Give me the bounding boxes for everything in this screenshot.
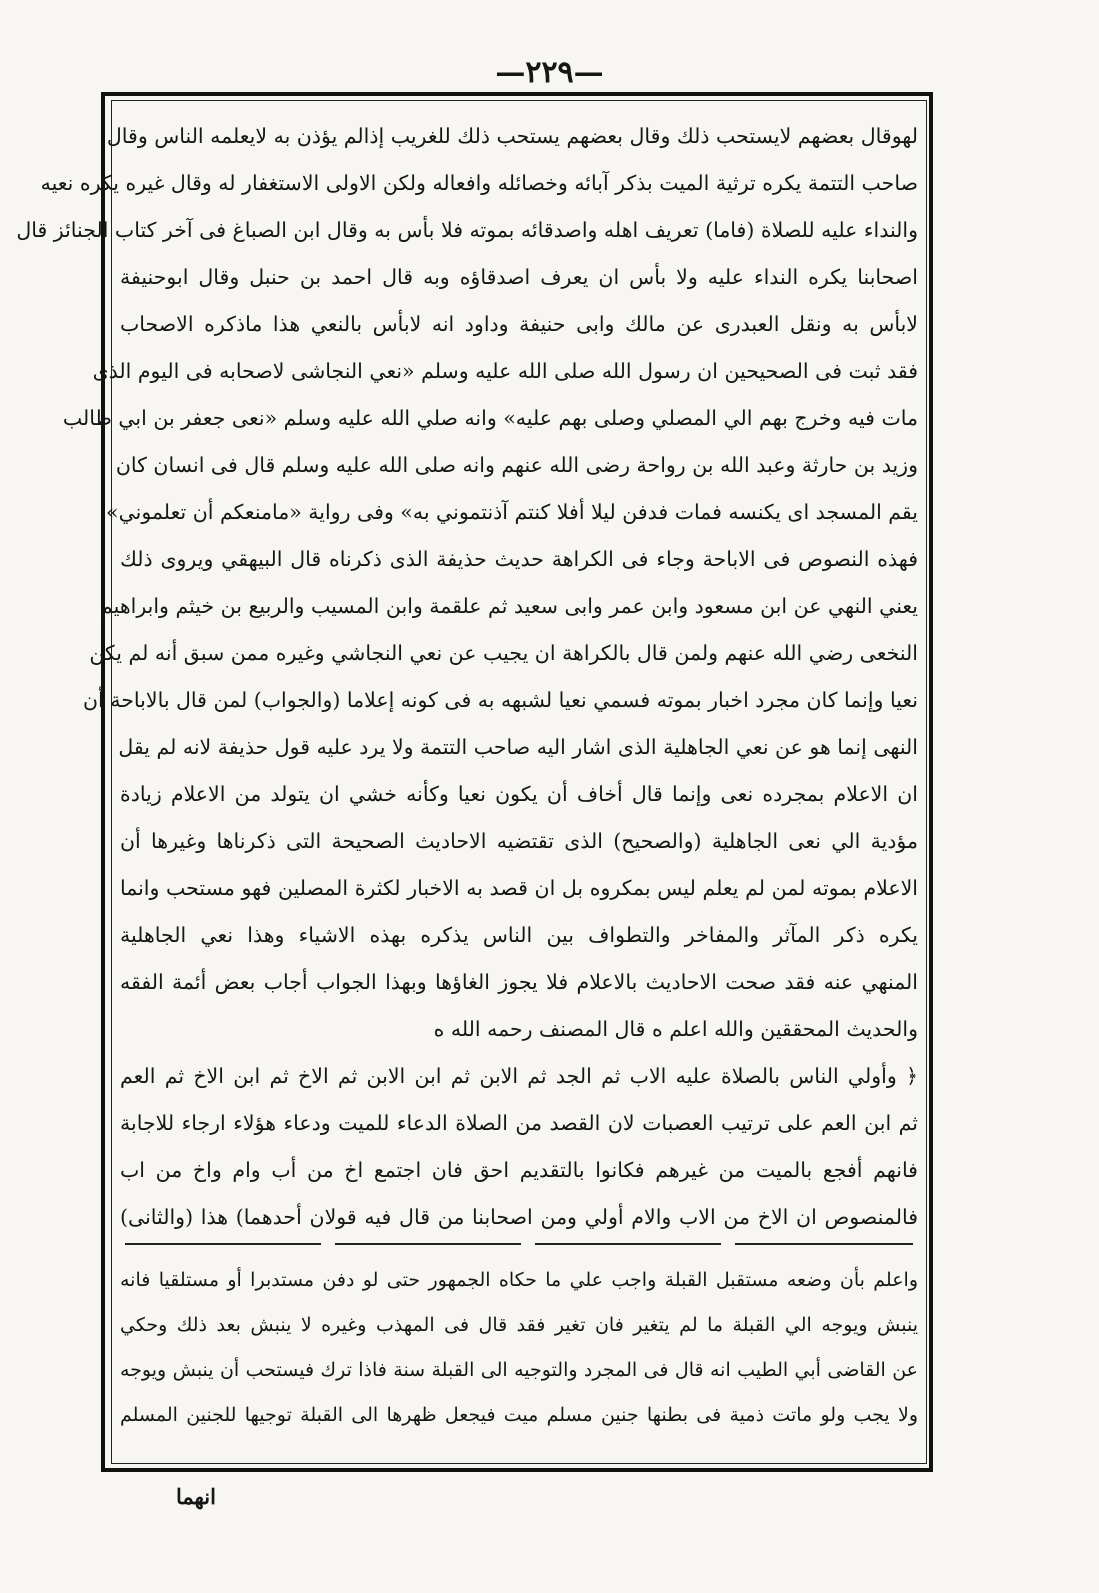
text-line: فانهم أفجع بالميت من غيرهم فكانوا بالتقديم احق فان اجتمع اخ من أب وام واخ من اب	[120, 1158, 918, 1182]
text-line: اصحابنا يكره النداء عليه ولا بأس ان يعرف اصدقاؤه وبه قال احمد بن حنبل وقال ابوحنيفة	[120, 265, 918, 289]
main-text	[16, 113, 919, 1241]
text-line: ثم ابن العم على ترتيب العصبات لان القصد من الصلاة الدعاء للميت ودعاء هؤلاء ارجاء للاجابة	[120, 1111, 918, 1135]
footnotes	[120, 1258, 918, 1438]
text-line: ان الاعلام بمجرده نعى وإنما قال أخاف أن يكون نعيا وكأنه خشي ان يتولد من الاعلام زيادة	[120, 782, 918, 806]
footnote-divider	[125, 1243, 913, 1245]
text-line: فقد ثبت فى الصحيحين ان رسول الله صلى الله عليه وسلم «نعي النجاشى لاصحابه فى اليوم الذى	[92, 359, 918, 383]
footnote-line: ولا يجب ولو ماتت ذمية فى بطنها جنين مسلم ميت فيجعل ظهرها الى القبلة توجيها للجنين المسلم	[120, 1404, 918, 1426]
page-number: —٢٢٩—	[495, 55, 604, 90]
footnote-line: واعلم بأن وضعه مستقبل القبلة واجب علي ما حكاه الجمهور حتى لو دفن مستدبرا أو مستلقيا فانه	[120, 1269, 918, 1291]
footnote-line: عن القاضى أبي الطيب انه قال فى المجرد والتوجيه الى القبلة سنة فاذا ترك فيستحب أن ينبش ويوجه	[120, 1359, 918, 1381]
text-line: ﴿ وأولي الناس بالصلاة عليه الاب ثم الجد ثم الابن ثم ابن الابن ثم الاخ ثم ابن الاخ ثم العم	[120, 1064, 918, 1088]
text-line: مات فيه وخرج بهم الي المصلي وصلى بهم عليه» وانه صلي الله عليه وسلم «نعى جعفر بن ابي طالب	[62, 406, 918, 430]
divider-gap	[721, 1242, 735, 1246]
text-line: صاحب التتمة يكره ترثية الميت بذكر آبائه وخصائله وافعاله ولكن الاولى الاستغفار له وقال غيره يكره نعيه	[40, 171, 918, 195]
text-line: الاعلام بموته لمن لم يعلم ليس بمكروه بل ان قصد به الاخبار لكثرة المصلين فهو مستحب وانما	[120, 876, 918, 900]
text-line: والحديث المحققين والله اعلم ه قال المصنف رحمه الله ه	[433, 1017, 918, 1041]
text-line: يعني النهي عن ابن مسعود وابن عمر وابى سعيد ثم علقمة وابن المسيب والربيع بن خيثم وابراهيم	[100, 594, 918, 618]
text-line: مؤدية الي نعى الجاهلية (والصحيح) الذى تقتضيه الاحاديث الصحيحة التى ذكرناها وغيرها أن	[120, 829, 918, 853]
text-line: فهذه النصوص فى الاباحة وجاء فى الكراهة حديث حذيفة الذى ذكرناه قال البيهقي ويروى ذلك	[120, 547, 919, 571]
text-line: لهوقال بعضهم لايستحب ذلك وقال بعضهم يستحب ذلك للغريب إذالم يؤذن به لايعلمه الناس وقال	[106, 124, 918, 148]
divider-gap	[521, 1242, 535, 1246]
text-line: لابأس به ونقل العبدرى عن مالك وابى حنيفة وداود انه لابأس بالنعي هذا ماذكره الاصحاب	[120, 312, 918, 336]
text-line: فالمنصوص ان الاخ من الاب والام أولي ومن اصحابنا من قال فيه قولان أحدهما) هذا (والثانى)	[120, 1205, 918, 1229]
text-line: وزيد بن حارثة وعبد الله بن رواحة رضى الله عنهم وانه صلى الله عليه وسلم قال فى انسان كان	[115, 453, 918, 477]
footnote-line: ينبش ويوجه الي القبلة ما لم يتغير فان تغير فقد قال فى المهذب وغيره لا ينبش بعد ذلك وحكي	[120, 1314, 918, 1336]
text-line: والنداء عليه للصلاة (فاما) تعريف اهله واصدقائه بموته فلا بأس به وقال ابن الصباغ فى آخر كتاب الجنائز قال	[16, 218, 918, 242]
text-line: نعيا وإنما كان مجرد اخبار بموته فسمي نعيا لشبهه به فى كونه إعلاما (والجواب) لمن قال بالاباحة أن	[83, 688, 918, 712]
text-line: النهى إنما هو عن نعي الجاهلية الذى اشار اليه صاحب التتمة ولا يرد عليه قول حذيفة لانه لم يقل	[118, 735, 918, 759]
text-line: المنهي عنه فقد صحت الاحاديث بالاعلام فلا يجوز الغاؤها وبهذا الجواب أجاب بعض أئمة الفقه	[120, 970, 918, 994]
divider-gap	[321, 1242, 335, 1246]
catchword: انهما	[176, 1484, 216, 1509]
text-line: يقم المسجد اى يكنسه فمات فدفن ليلا أفلا كنتم آذنتموني به» وفى رواية «مامنعكم أن تعلموني»	[106, 500, 918, 524]
text-line: النخعى رضي الله عنهم ولمن قال بالكراهة ان يجيب عن نعي النجاشي وغيره ممن سبق أنه لم يكن	[89, 641, 918, 665]
text-line: يكره ذكر المآثر والمفاخر والتطواف بين الناس يذكره بهذه الاشياء وهذا نعي الجاهلية	[120, 923, 918, 947]
